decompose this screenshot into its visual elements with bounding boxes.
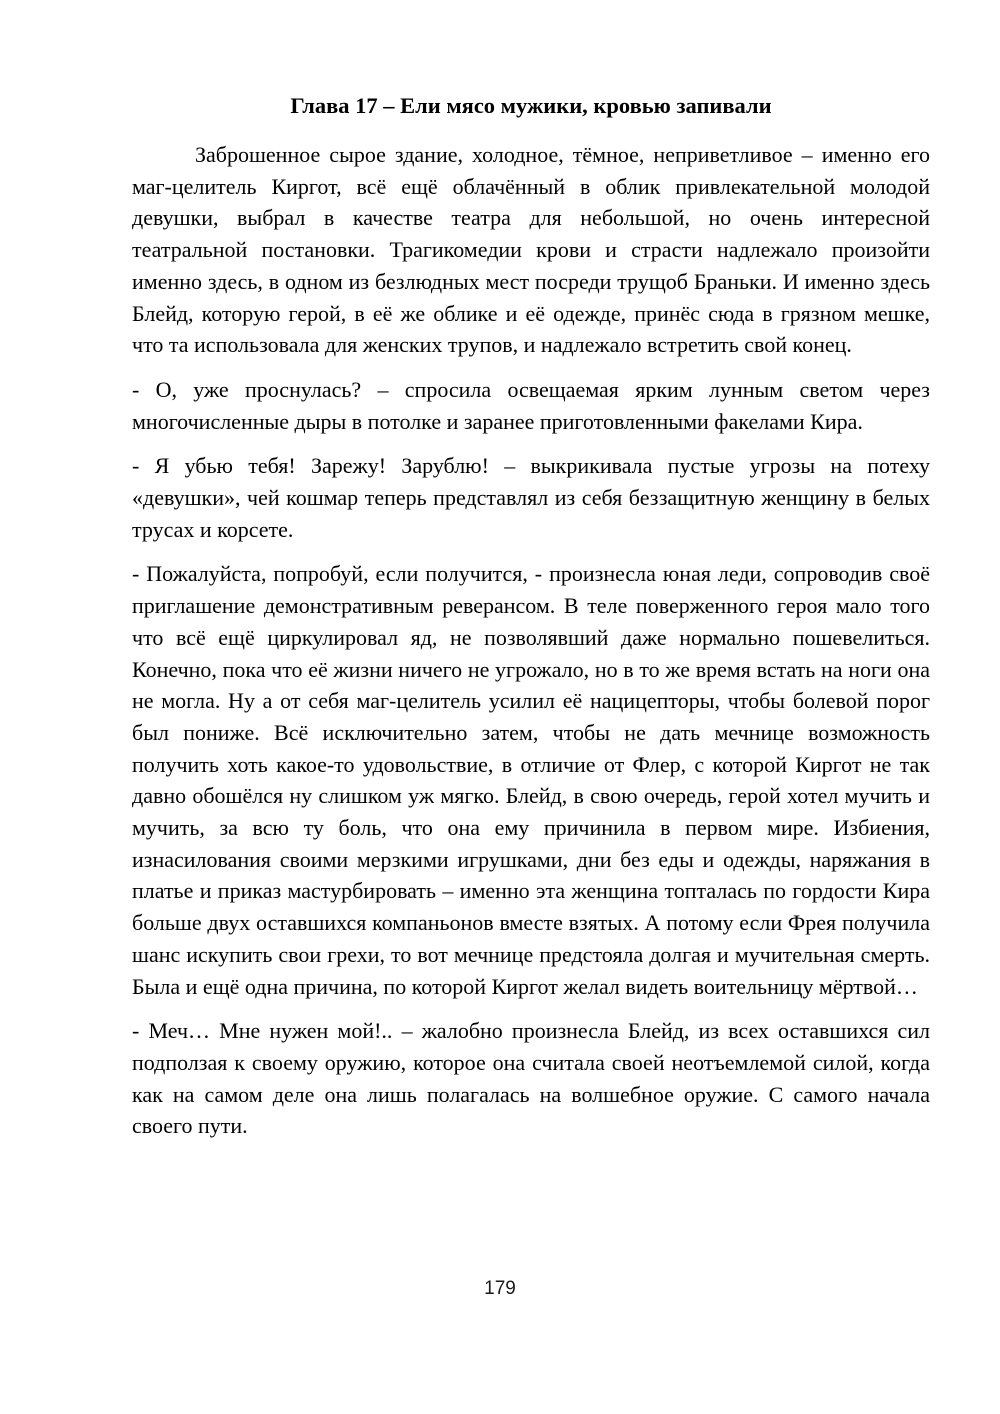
paragraph-narration-1: Заброшенное сырое здание, холодное, тёмное, неприветливое – именно его маг-целитель Киргот, всё ещё облачённый в облик привлекательной молодой девушки, выбрал в качестве театра для небольшой, но очень интересной театральной постановки. Трагикомедии крови и страсти надлежало произойти именно здесь, в одном из безлюдных мест посреди трущоб Браньки. И именно здесь Блейд, которую герой, в её же облике и её одежде, принёс сюда в грязном мешке, что та использовала для женских трупов, и надлежало встретить свой конец.: [132, 142, 930, 358]
paragraph-dialogue-2: - Я убью тебя! Зарежу! Зарублю! – выкрикивала пустые угрозы на потеху «девушки», чей кошмар теперь представлял из себя беззащитную женщину в белых трусах и корсете.: [132, 453, 930, 542]
paragraph-dialogue-3: - Пожалуйста, попробуй, если получится, - произнесла юная леди, сопроводив своё приглашение демонстративным реверансом. В теле поверженного героя мало того что всё ещё циркулировал яд, не позволявший даже нормально пошевелиться. Конечно, пока что её жизни ничего не угрожало, но в то же время встать на ноги она не могла. Ну а от себя маг-целитель усилил её нацицепторы, чтобы болевой порог был пониже. Всё исключительно затем, чтобы не дать мечнице возможность получить хоть какое-то удовольствие, в отличие от Флер, с которой Киргот не так давно обошёлся ну слишком уж мягко. Блейд, в свою очередь, герой хотел мучить и мучить, за всю ту боль, что она ему причинила в первом мире. Избиения, изнасилования своими мерзкими игрушками, дни без еды и одежды, наряжания в платье и приказ мастурбировать – именно эта женщина топталась по гордости Кира больше двух оставшихся компаньонов вместе взятых. А потому если Фрея получила шанс искупить свои грехи, то вот мечнице предстояла долгая и мучительная смерть. Была и ещё одна причина, по которой Киргот желал видеть воительницу мёртвой…: [132, 561, 930, 999]
paragraph-dialogue-4: - Меч… Мне нужен мой!.. – жалобно произнесла Блейд, из всех оставшихся сил подползая к своему оружию, которое она считала своей неотъемлемой силой, когда как на самом деле она лишь полагалась на волшебное оружие. С самого начала своего пути.: [132, 1018, 930, 1139]
page-footer: [0, 1278, 1000, 1300]
chapter-title: Глава 17 – Ели мясо мужики, кровью запивали: [290, 93, 772, 118]
page-number: 179: [484, 1278, 516, 1299]
text-block: [132, 90, 930, 1155]
paragraph-dialogue-1: - О, уже проснулась? – спросила освещаемая ярким лунным светом через многочисленные дыры в потолке и заранее приготовленными факелами Кира.: [132, 376, 930, 434]
